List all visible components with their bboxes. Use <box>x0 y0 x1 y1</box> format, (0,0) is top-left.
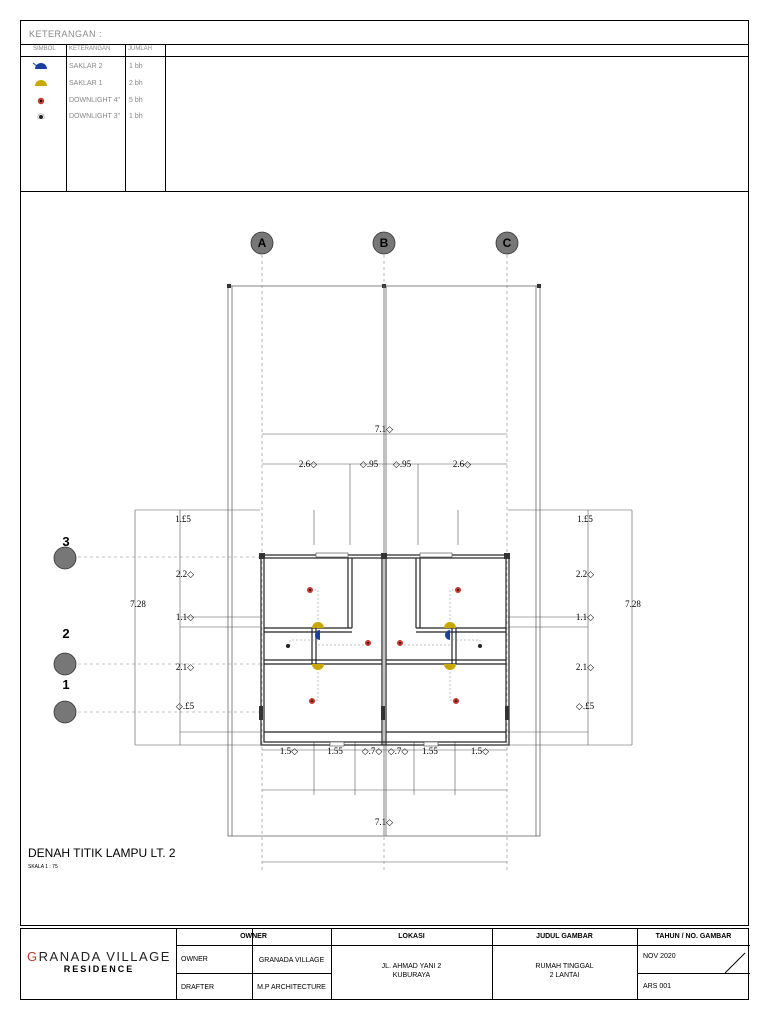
legend-row-desc: SAKLAR 2 <box>69 63 103 70</box>
grid-lines <box>78 255 507 870</box>
company-logo: GRANADA VILLAGE RESIDENCE <box>27 949 171 974</box>
dim-right-4: 2.1◇ <box>575 662 595 672</box>
switch-single-icon <box>312 664 324 670</box>
legend-row-qty: 1 bh <box>129 63 143 70</box>
dim-left-3: 1.1◇ <box>175 612 195 622</box>
owner-label: OWNER <box>181 956 208 963</box>
dim-left-4: 2.1◇ <box>175 662 195 672</box>
grid-bubble-B <box>373 232 395 254</box>
dim-bot-1: 1.5◇ <box>279 746 299 756</box>
dim-left-total: 7.28 <box>130 599 146 609</box>
structural-columns <box>259 553 510 720</box>
downlight-4-icon <box>455 587 461 593</box>
grid-label-1: 1 <box>62 677 70 692</box>
dim-top-mid-right: ◇.95 <box>392 459 412 469</box>
dim-total-bottom: 7.1◇ <box>374 817 394 827</box>
legend-row-qty: 5 bh <box>129 97 143 104</box>
switch-single-icon <box>444 622 456 628</box>
grid-label-2: 2 <box>62 626 70 641</box>
plan-title: DENAH TITIK LAMPU LT. 2 <box>28 846 176 860</box>
downlight-3-icon <box>286 644 290 648</box>
legend-row-desc: SAKLAR 1 <box>69 80 103 87</box>
dim-bot-4: ◇.7◇ <box>387 746 409 756</box>
grid-bubble-1 <box>54 677 76 723</box>
downlight-4-icon <box>365 640 371 646</box>
dimension-lines-bottom <box>262 742 507 862</box>
judul-line1: RUMAH TINGGAL <box>535 963 594 970</box>
dim-right-3: 1.1◇ <box>575 612 595 622</box>
dim-top-right: 2.6◇ <box>452 459 472 469</box>
switch-single-icon <box>444 664 456 670</box>
downlight-4-icon <box>453 698 459 704</box>
dim-bot-3: ◇.7◇ <box>361 746 383 756</box>
no-gambar-value: ARS 001 <box>643 983 672 990</box>
legend-row-desc: DOWNLIGHT 3" <box>69 113 120 120</box>
dim-top-mid-left: ◇.95 <box>359 459 379 469</box>
title-block <box>20 928 749 1000</box>
dim-right-total: 7.28 <box>625 599 641 609</box>
legend-row-qty: 1 bh <box>129 113 143 120</box>
tahun-value: NOV 2020 <box>643 953 676 960</box>
lokasi-header: LOKASI <box>398 933 425 940</box>
downlight-3-icon <box>478 644 482 648</box>
grid-bubble-3 <box>54 534 76 569</box>
dim-right-5: ◇.£5 <box>575 701 595 711</box>
legend-header-desc: KETERANGAN <box>69 46 111 52</box>
downlight-4-icon <box>309 698 315 704</box>
legend-title: KETERANGAN : <box>29 29 103 39</box>
downlight-4-icon <box>307 587 313 593</box>
grid-label-C: C <box>502 236 512 250</box>
dimension-lines-top <box>262 434 507 545</box>
dimension-lines-right <box>508 510 632 745</box>
dim-right-1: 1.£5 <box>577 514 593 524</box>
dim-right-2: 2.2◇ <box>575 569 595 579</box>
legend-header-symbol: SIMBOL <box>33 46 56 52</box>
grid-bubble-A <box>251 232 273 254</box>
grid-bubble-2 <box>54 626 76 675</box>
judul-line2: 2 LANTAI <box>549 972 580 979</box>
switch-single-icon <box>312 622 324 628</box>
lokasi-line1: JL. AHMAD YANI 2 <box>381 963 442 970</box>
dim-left-2: 2.2◇ <box>175 569 195 579</box>
dimension-lines-left <box>135 510 260 745</box>
drafter-value: M.P ARCHITECTURE <box>257 984 326 991</box>
dim-bot-6: 1.5◇ <box>470 746 490 756</box>
grid-bubble-C <box>496 232 518 254</box>
dim-bot-2: 1.55 <box>327 746 343 756</box>
tahun-header: TAHUN / NO. GAMBAR <box>655 933 732 940</box>
dim-top-left: 2.6◇ <box>298 459 318 469</box>
dim-left-5: ◇.£5 <box>175 701 195 711</box>
dim-left-1: 1.£5 <box>175 514 191 524</box>
grid-label-A: A <box>257 236 267 250</box>
dim-total-top: 7.1◇ <box>374 424 394 434</box>
lokasi-line2: KUBURAYA <box>392 972 431 979</box>
grid-label-3: 3 <box>62 534 70 549</box>
drafter-label: DRAFTER <box>181 984 215 991</box>
legend-row-desc: DOWNLIGHT 4" <box>69 97 120 104</box>
legend-header-qty: JUMLAH <box>128 46 153 52</box>
owner-value: GRANADA VILLAGE <box>258 957 325 964</box>
grid-label-B: B <box>379 236 389 250</box>
judul-header: JUDUL GAMBAR <box>536 933 593 940</box>
dim-bot-5: 1.55 <box>422 746 438 756</box>
slash-mark <box>721 949 749 977</box>
downlight-4-icon <box>397 640 403 646</box>
legend-row-qty: 2 bh <box>129 80 143 87</box>
plan-scale: SKALA 1 : 75 <box>28 864 58 870</box>
owner-header: OWNER <box>240 933 267 940</box>
